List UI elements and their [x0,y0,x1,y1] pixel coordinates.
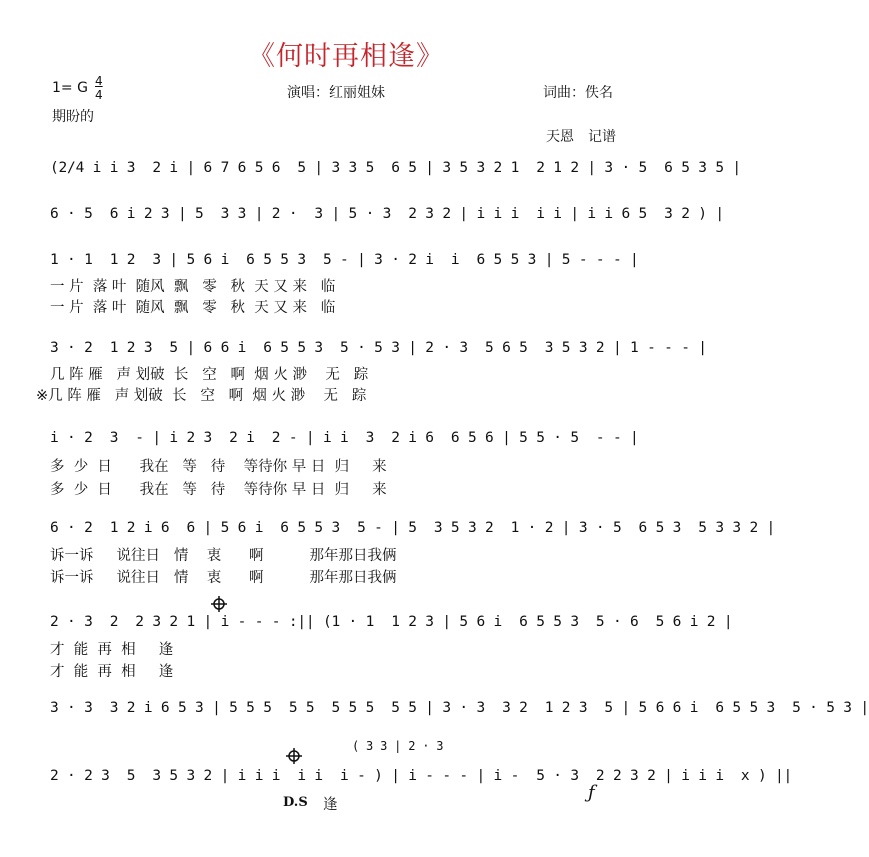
lyric-verse-2: 才 能 再 相 逢 [50,664,174,680]
time-signature-top: 4 [95,74,103,88]
lyric-verse-2: ※几 阵 雁 声 划破 长 空 啊 烟 火 渺 无 踪 [36,388,367,404]
dal-segno-mark: D.S [283,795,308,810]
notation-line-4: 3 · 2 1 2 3 5 | 6 6 i 6 5 5 3 5 · 5 3 | 2 · 3 5 6 5 3 5 3 2 | 1 - - - | [50,340,707,356]
lyric-verse-1: 才 能 再 相 逢 [50,642,174,658]
lyric-verse-1: 几 阵 雁 声 划破 长 空 啊 烟 火 渺 无 踪 [50,367,369,383]
notation-line-2: 6 · 5 6 i 2 3 | 5 3 3 | 2 · 3 | 5 · 3 2 3 2 | i i i i i | i i 6 5 3 2 ) | [50,206,724,222]
lyric-verse-2: 多 少 日 我在 等 待 等待你 早 日 归 来 [50,482,387,498]
notation-line-5: i · 2 3 - | i 2 3 2 i 2 - | i i 3 2 i 6 6 5 6 | 5 5 · 5 - - | [50,430,639,446]
lyric-verse-2: 诉一诉 说往日 情 衷 啊 那年那日我俩 [50,570,397,586]
song-title: 《何时再相逢》 [248,41,444,72]
lyric-verse-1: 一 片 落 叶 随风 飘 零 秋 天 又 来 临 [50,279,336,295]
lyricist-composer-credit: 词曲：佚名 [543,85,613,101]
notation-line-8: 3 · 3 3 2 i 6 5 3 | 5 5 5 5 5 5 5 5 5 5 | 3 · 3 3 2 1 2 3 5 | 5 6 6 i 6 5 5 3 5 · 5 3 | [50,700,869,716]
notation-line-7: 2 · 3 2 2 3 2 1 | i - - - :|| (1 · 1 1 2 3 | 5 6 i 6 5 5 3 5 · 6 5 6 i 2 | [50,614,733,630]
notation-line-1: (2/4 i i 3 2 i | 6 7 6 5 6 5 | 3 3 5 6 5 | 3 5 3 2 1 2 1 2 | 3 · 5 6 5 3 5 | [50,160,741,176]
volta-bracket: ( 3 3 | 2 · 3 [352,739,444,753]
time-signature-bottom: 4 [95,88,103,102]
coda-sign-icon [211,596,227,612]
lyric-verse-2: 一 片 落 叶 随风 飘 零 秋 天 又 来 临 [50,300,336,316]
notation-line-3: 1 · 1 1 2 3 | 5 6 i 6 5 5 3 5 - | 3 · 2 i i 6 5 5 3 | 5 - - - | [50,252,639,268]
lyric-verse-1: 多 少 日 我在 等 待 等待你 早 日 归 来 [50,459,387,475]
lyric-verse-1: 诉一诉 说往日 情 衷 啊 那年那日我俩 [50,548,397,564]
ending-lyric: 逢 [323,797,338,813]
notation-line-6: 6 · 2 1 2 i 6 6 | 5 6 i 6 5 5 3 5 - | 5 3 5 3 2 1 · 2 | 3 · 5 6 5 3 5 3 3 2 | [50,520,776,536]
fine-mark-icon: ƒ [588,782,595,803]
notation-line-9: 2 · 2 3 5 3 5 3 2 | i i i i i i - ) | i - - - | i - 5 · 3 2 2 3 2 | i i i x ) || [50,768,793,784]
key-signature: 1= G [52,80,88,96]
expression-mark: 期盼的 [52,109,94,125]
coda-sign-icon [286,748,302,764]
singer-credit: 演唱：红丽姐妹 [287,85,385,101]
transcriber-credit: 天恩 记谱 [546,129,616,145]
